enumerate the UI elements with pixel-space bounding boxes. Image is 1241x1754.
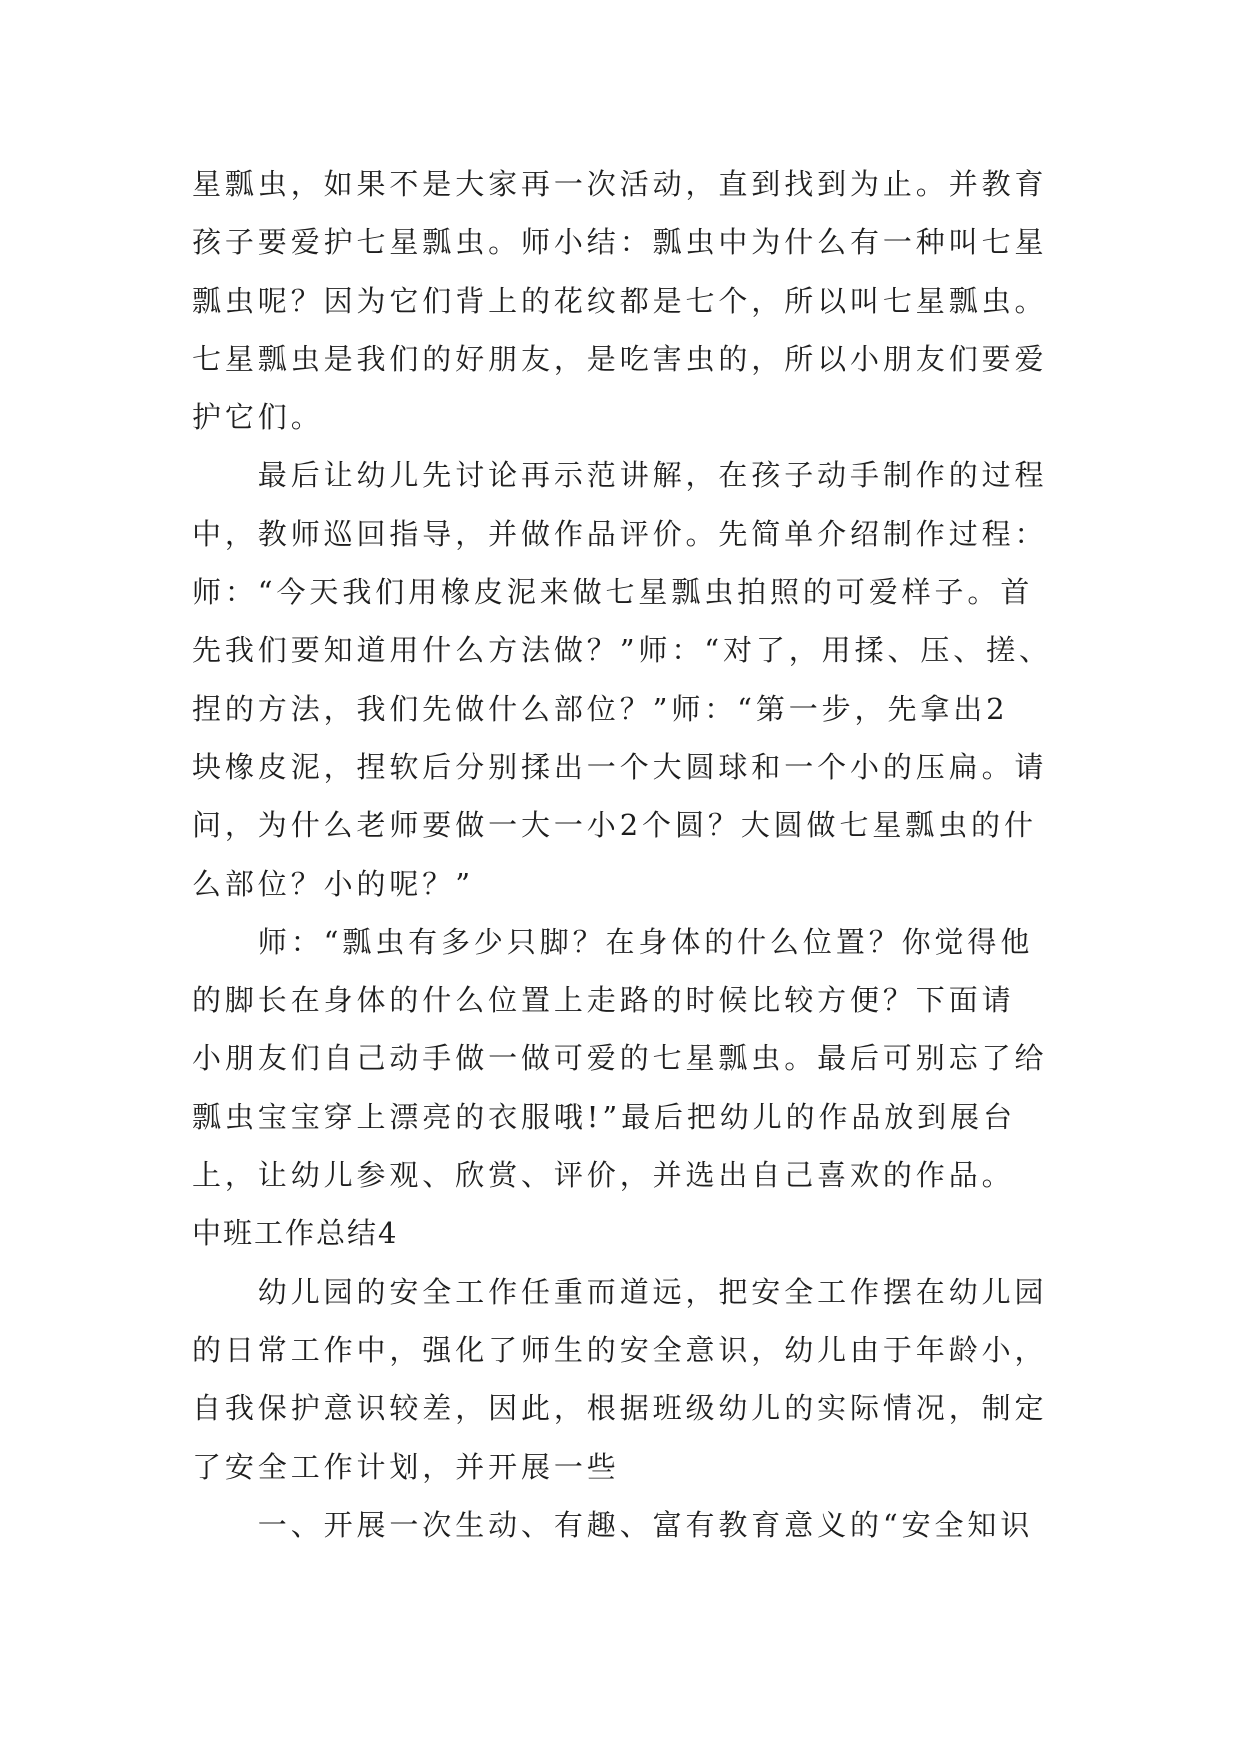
paragraph-line: 孩子要爱护七星瓢虫。师小结：瓢虫中为什么有一种叫七星: [192, 225, 1048, 260]
paragraph: [192, 1496, 1092, 1554]
paragraph-line: 上，让幼儿参观、欣赏、评价，并选出自己喜欢的作品。: [192, 1158, 1015, 1193]
paragraph-line: 瓢虫宝宝穿上漂亮的衣服哦!”最后把幼儿的作品放到展台: [192, 1099, 1016, 1134]
document-body: [192, 155, 1092, 1554]
paragraph-line: 中，教师巡回指导，并做作品评价。先简单介绍制作过程：: [192, 516, 1048, 551]
paragraph-line: 么部位？小的呢？”: [192, 866, 474, 901]
section-heading: [192, 1204, 1092, 1262]
paragraph: [192, 913, 1092, 1204]
paragraph-line: 自我保护意识较差，因此，根据班级幼儿的实际情况，制定: [192, 1391, 1048, 1426]
paragraph-line: 幼儿园的安全工作任重而道远，把安全工作摆在幼儿园: [257, 1274, 1048, 1309]
paragraph: [192, 1263, 1092, 1496]
paragraph-line: 最后让幼儿先讨论再示范讲解，在孩子动手制作的过程: [257, 458, 1048, 493]
paragraph-line: 瓢虫呢？因为它们背上的花纹都是七个，所以叫七星瓢虫。: [192, 283, 1048, 318]
heading-text: 中班工作总结4: [192, 1216, 399, 1251]
paragraph-line: 师：“瓢虫有多少只脚？在身体的什么位置？你觉得他: [257, 924, 1034, 959]
paragraph-line: 先我们要知道用什么方法做？”师：“对了，用揉、压、搓、: [192, 633, 1052, 668]
paragraph-line: 一、开展一次生动、有趣、富有教育意义的“安全知识: [257, 1507, 1034, 1542]
paragraph-line: 块橡皮泥，捏软后分别揉出一个大圆球和一个小的压扁。请: [192, 749, 1048, 784]
paragraph-line: 捏的方法，我们先做什么部位？”师：“第一步，先拿出2: [192, 691, 1009, 726]
paragraph: [192, 155, 1092, 446]
paragraph-line: 师：“今天我们用橡皮泥来做七星瓢虫拍照的可爱样子。首: [192, 575, 1034, 610]
paragraph-line: 的日常工作中，强化了师生的安全意识，幼儿由于年龄小，: [192, 1332, 1048, 1367]
paragraph-line: 七星瓢虫是我们的好朋友，是吃害虫的，所以小朋友们要爱: [192, 341, 1048, 376]
paragraph-line: 的脚长在身体的什么位置上走路的时候比较方便？下面请: [192, 983, 1015, 1018]
paragraph-line: 小朋友们自己动手做一做可爱的七星瓢虫。最后可别忘了给: [192, 1041, 1048, 1076]
paragraph-line: 星瓢虫，如果不是大家再一次活动，直到找到为止。并教育: [192, 167, 1048, 201]
paragraph-line: 护它们。: [192, 400, 324, 435]
paragraph: [192, 446, 1092, 912]
paragraph-line: 问，为什么老师要做一大一小2个圆？大圆做七星瓢虫的什: [192, 808, 1037, 843]
paragraph-line: 了安全工作计划，并开展一些: [192, 1449, 620, 1484]
